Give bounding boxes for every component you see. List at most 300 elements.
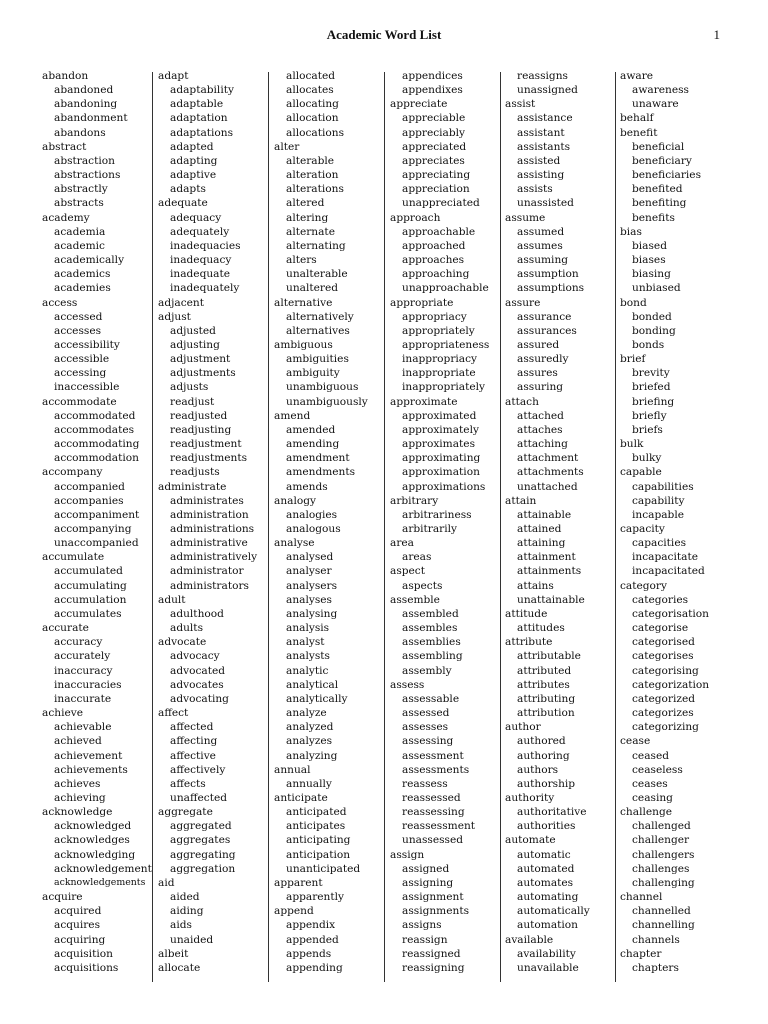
word-form: assurance [517,310,572,323]
word-form: benefited [632,183,683,196]
word-form: unaided [170,933,214,946]
word-form: unalterable [286,268,348,281]
word-form: attaches [517,423,563,436]
headword: benefit [620,126,658,139]
word-form: assisted [517,154,561,167]
headword: analyse [274,537,315,550]
word-form: inappropriately [402,381,485,394]
word-form: awareness [632,84,689,97]
word-form: appreciating [402,169,471,182]
word-form: authorities [517,820,576,833]
word-form: appendix [286,919,336,932]
word-form: unassessed [402,834,464,847]
word-form: attached [517,409,564,422]
word-form: adaptations [170,126,234,139]
word-form: authoritative [517,806,587,819]
word-form: assistants [517,140,571,153]
word-form: incapacitated [632,565,705,578]
word-form: automated [517,862,575,875]
word-form: affective [170,749,216,762]
word-form: briefing [632,395,675,408]
word-form: unapproachable [402,282,489,295]
word-form: incapacitate [632,551,698,564]
column-divider [500,72,501,982]
headword: anticipate [274,791,328,804]
word-form: challenges [632,862,690,875]
word-form: adaptation [170,112,228,125]
word-form: appropriacy [402,310,467,323]
word-form: accumulated [54,565,123,578]
word-form: annually [286,777,332,790]
word-form: inappropriacy [402,353,477,366]
word-form: analyzes [286,735,333,748]
word-form: inaccuracy [54,664,113,677]
word-form: assigns [402,919,442,932]
word-form: affectively [170,763,226,776]
word-form: acquiring [54,933,106,946]
word-form: assumed [517,225,565,238]
word-form: unaccompanied [54,537,139,550]
word-form: assures [517,367,558,380]
word-form: affected [170,721,214,734]
headword: arbitrary [390,494,439,507]
page-title: Academic Word List [326,27,442,42]
headword: analogy [274,494,316,507]
word-form: reassign [402,933,448,946]
word-form: assembles [402,622,458,635]
word-column-3 [274,69,386,984]
word-form: attained [517,523,562,535]
word-form: analytical [286,678,339,691]
word-form: amending [286,438,340,451]
headword: aid [158,876,175,889]
headword: appropriate [390,296,454,309]
word-form: administrations [170,523,255,535]
word-form: abstractions [54,169,121,182]
word-form: automating [517,891,579,904]
word-form: appreciated [402,140,467,153]
word-form: assured [517,338,560,351]
headword: ambiguous [274,338,333,351]
headword: cease [620,735,651,748]
word-form: authoring [517,749,570,762]
word-form: attainable [517,508,572,521]
headword: accompany [42,466,103,479]
word-form: biases [632,254,666,267]
word-form: categorizes [632,707,694,720]
headword: acknowledge [42,806,113,819]
word-form: accommodated [54,409,136,422]
word-form: unanticipated [286,862,361,875]
word-form: advocated [170,664,226,677]
word-form: assessment [402,749,464,762]
word-form: inaccuracies [54,678,122,691]
word-form: acknowledged [54,820,132,833]
word-form: arbitrariness [402,508,472,521]
word-form: assumptions [517,282,585,295]
word-form: analytically [286,692,348,705]
word-form: appendixes [402,84,463,97]
word-form: adapted [170,140,214,153]
word-form: adaptable [170,98,224,111]
word-form: analysis [286,622,330,635]
word-form: capacities [632,537,687,550]
headword: aspect [390,565,425,578]
word-form: categorization [632,678,710,691]
word-form: categorisation [632,607,709,620]
word-form: acquisition [54,947,113,960]
word-form: assembled [402,607,459,620]
headword: acquire [42,891,83,904]
headword: advocate [158,636,207,649]
word-form: beneficiary [632,154,692,167]
word-form: aggregation [170,862,236,875]
word-form: appending [286,961,343,974]
word-form: assesses [402,721,449,734]
word-form: abandoning [54,98,118,111]
word-form: authorship [517,777,576,790]
word-form: advocacy [170,650,220,663]
headword: adjust [158,310,191,323]
word-form: anticipates [286,820,346,833]
word-form: biasing [632,268,671,281]
headword: aggregate [158,806,213,819]
word-form: assistant [517,126,565,139]
word-form: inaccurate [54,692,112,705]
word-form: amendment [286,452,350,465]
headword: adequate [158,197,208,210]
word-form: assigning [402,876,454,889]
word-form: abstraction [54,154,115,167]
word-form: abstracts [54,197,104,210]
word-form: achievable [54,721,112,734]
word-form: aggregating [170,848,236,861]
word-form: amends [286,480,328,493]
word-form: biased [632,239,667,252]
word-form: ceasing [632,791,673,804]
word-form: automation [517,919,578,932]
headword: appreciate [390,98,448,111]
headword: attain [505,494,537,507]
word-form: beneficiaries [632,169,702,182]
word-form: academia [54,225,106,238]
word-form: unavailable [517,961,579,974]
headword: category [620,579,667,592]
word-form: inadequacies [170,239,241,252]
word-form: analysts [286,650,330,663]
headword: chapter [620,947,662,960]
word-form: appended [286,933,339,946]
word-form: achieves [54,777,101,790]
word-form: analyses [286,593,332,606]
headword: abandon [42,70,89,82]
word-form: attainments [517,565,582,578]
word-form: aspects [402,579,443,592]
word-form: analyser [286,565,332,578]
headword: attach [505,395,539,408]
word-form: challengers [632,848,695,861]
word-form: affecting [170,735,218,748]
word-form: accommodates [54,423,135,436]
word-form: authors [517,763,559,776]
headword: abstract [42,140,87,153]
word-form: unattached [517,480,578,493]
word-form: abandonment [54,112,128,125]
word-form: analysing [286,607,338,620]
word-form: adults [170,622,204,635]
word-form: assumes [517,239,563,252]
word-form: approximations [402,480,486,493]
word-form: ceased [632,749,670,762]
headword: author [505,721,541,734]
headword: capacity [620,523,665,535]
word-form: analyzed [286,721,334,734]
word-form: accumulation [54,593,127,606]
headword: annual [274,763,311,776]
word-form: adjustments [170,367,236,380]
word-form: analysers [286,579,338,592]
word-form: appreciable [402,112,466,125]
word-form: academically [54,254,125,267]
word-form: ceaseless [632,763,683,776]
word-form: alternatively [286,310,354,323]
headword: academy [42,211,90,224]
page-number: 1 [713,27,720,42]
headword: amend [274,409,311,422]
word-form: accurately [54,650,111,663]
word-form: adaptive [170,169,217,182]
headword: area [390,537,414,550]
word-form: assemblies [402,636,461,649]
word-form: reassigns [517,70,568,82]
word-form: administrative [170,537,248,550]
word-form: assessing [402,735,454,748]
word-form: adjusting [170,338,220,351]
word-form: achieving [54,791,106,804]
headword: attitude [505,607,548,620]
word-form: benefiting [632,197,687,210]
word-form: capabilities [632,480,694,493]
word-form: approximation [402,466,480,479]
word-form: assists [517,183,553,196]
word-form: altered [286,197,325,210]
word-form: aggregated [170,820,232,833]
headword: accurate [42,622,89,635]
word-form: approached [402,239,466,252]
word-form: unaffected [170,791,227,804]
word-form: accompanying [54,523,132,535]
word-form: accessing [54,367,107,380]
word-form: aiding [170,905,204,918]
word-form: allocated [286,70,336,82]
headword: brief [620,353,646,366]
word-form: inadequate [170,268,231,281]
word-form: benefits [632,211,675,224]
word-form: administratively [170,551,258,564]
word-form: analyze [286,707,327,720]
word-form: accommodation [54,452,139,465]
word-form: accompaniment [54,508,140,521]
word-form: unambiguous [286,381,359,394]
word-form: readjust [170,395,215,408]
word-form: arbitrarily [402,523,458,535]
word-form: approximately [402,423,479,436]
word-form: adulthood [170,607,224,620]
word-form: reassigned [402,947,461,960]
word-form: ambiguities [286,353,349,366]
word-form: analyst [286,636,325,649]
headword: approach [390,211,441,224]
word-form: incapable [632,508,684,521]
word-form: assurances [517,324,577,337]
headword: adjacent [158,296,204,309]
word-form: automatic [517,848,571,861]
word-form: assessments [402,763,470,776]
headword: assure [505,296,541,309]
word-form: administrates [170,494,244,507]
word-form: assessed [402,707,450,720]
headword: adult [158,593,186,606]
word-form: acquired [54,905,102,918]
headword: accommodate [42,395,117,408]
word-form: acquires [54,919,101,932]
word-form: allocation [286,112,339,125]
headword: apparent [274,876,323,889]
word-form: categorising [632,664,699,677]
word-form: adaptability [170,84,234,97]
word-form: adjustment [170,353,231,366]
word-form: adapting [170,154,218,167]
word-form: assuming [517,254,569,267]
headword: affect [158,707,189,720]
word-form: academic [54,239,105,252]
headword: assemble [390,593,440,606]
word-form: assignments [402,905,470,918]
word-form: administrator [170,565,244,578]
headword: automate [505,834,556,847]
word-form: adjusted [170,324,216,337]
word-form: achievements [54,763,128,776]
word-form: categories [632,593,689,606]
word-form: approaches [402,254,465,267]
word-form: appropriateness [402,338,490,351]
word-form: attributable [517,650,581,663]
word-form: alternatives [286,324,350,337]
word-form: analogous [286,523,341,535]
word-form: adequately [170,225,230,238]
headword: adapt [158,70,189,82]
word-form: capability [632,494,685,507]
word-form: attribution [517,707,575,720]
word-form: abandons [54,126,106,139]
word-form: assessable [402,692,460,705]
word-form: briefly [632,409,667,422]
word-form: alterable [286,154,335,167]
word-form: channels [632,933,680,946]
word-form: assisting [517,169,565,182]
word-column-6 [620,69,732,984]
word-form: accumulates [54,607,122,620]
word-form: unattainable [517,593,585,606]
word-form: advocating [170,692,229,705]
word-form: categorised [632,636,695,649]
word-form: chapters [632,961,679,974]
word-form: channelling [632,919,695,932]
word-form: allocations [286,126,345,139]
headword: bulk [620,438,644,451]
word-form: unaltered [286,282,338,295]
word-form: aided [170,891,200,904]
word-form: appreciates [402,154,465,167]
word-form: readjusted [170,409,228,422]
word-form: acknowledgements [54,876,146,888]
word-form: alternate [286,225,335,238]
word-form: beneficial [632,140,685,153]
headword: aware [620,70,654,82]
headword: administrate [158,480,227,493]
word-form: readjusting [170,423,232,436]
word-form: analysed [286,551,334,564]
word-form: abstractly [54,183,108,196]
headword: alter [274,140,300,153]
word-form: acknowledges [54,834,130,847]
word-form: accessibility [54,338,120,351]
word-form: approximates [402,438,476,451]
word-form: unassigned [517,84,578,97]
headword: assign [390,848,425,861]
word-form: authored [517,735,566,748]
word-form: reassessing [402,806,465,819]
column-divider [384,72,385,982]
word-form: accompanies [54,494,124,507]
word-form: attributed [517,664,572,677]
word-form: challenging [632,876,695,889]
word-form: approaching [402,268,470,281]
word-form: aggregates [170,834,231,847]
headword: accumulate [42,551,105,564]
word-form: reassigning [402,961,465,974]
word-form: accompanied [54,480,125,493]
word-form: challenger [632,834,690,847]
word-form: apparently [286,891,344,904]
word-form: appropriately [402,324,475,337]
word-form: allocates [286,84,334,97]
word-form: allocating [286,98,339,111]
headword: authority [505,791,555,804]
word-form: appends [286,947,332,960]
word-form: administrators [170,579,249,592]
word-form: amended [286,423,336,436]
word-form: reassess [402,777,448,790]
word-form: amendments [286,466,356,479]
word-form: analyzing [286,749,338,762]
word-form: attributes [517,678,570,691]
word-form: analytic [286,664,329,677]
word-form: assuredly [517,353,569,366]
word-form: academies [54,282,111,295]
word-form: adapts [170,183,206,196]
word-form: appreciably [402,126,466,139]
headword: achieve [42,707,83,720]
word-form: assembly [402,664,452,677]
word-form: inadequately [170,282,240,295]
word-form: briefs [632,423,663,436]
word-form: attaching [517,438,568,451]
word-form: readjustments [170,452,248,465]
word-form: attributing [517,692,576,705]
word-form: attainment [517,551,576,564]
word-form: channelled [632,905,691,918]
